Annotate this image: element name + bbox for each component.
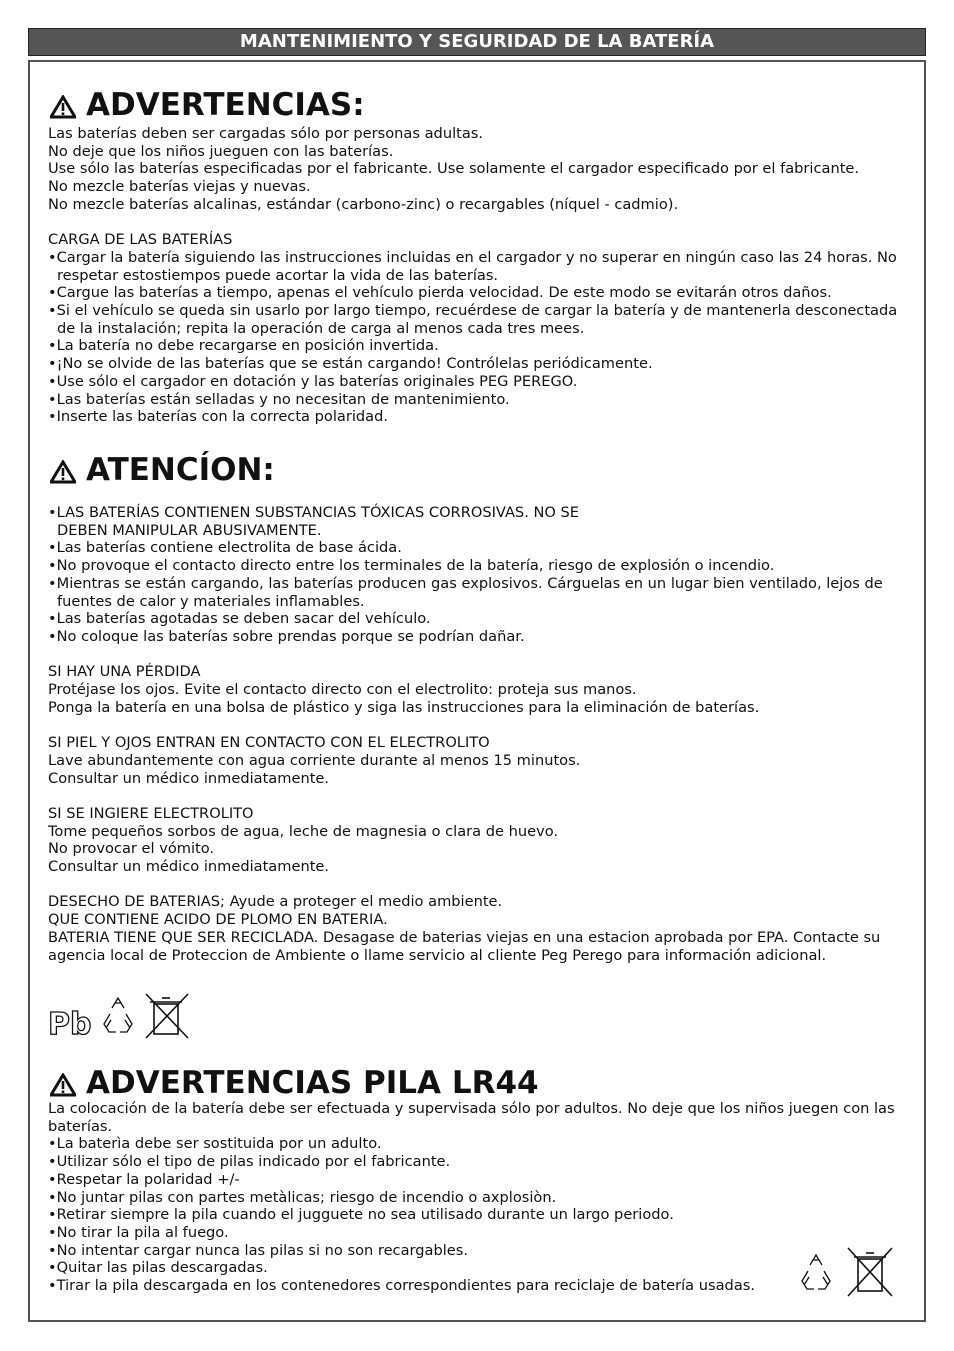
list-item: •Las baterías están selladas y no necesitan de mantenimiento. [48,390,510,408]
list-item: •Use sólo el cargador en dotación y las baterías originales PEG PEREGO. [48,372,578,390]
list-item: •Utilizar sólo el tipo de pilas indicado por el fabricante. [48,1153,451,1171]
list-item: •Mientras se están cargando, las baterías producen gas explosivos. Cárguelas en un lugar bien ventilado, lejos de fuentes de calor y materiales inflamables. [48,574,883,610]
text-line: No deje que los niños jueguen con las baterías. [48,142,394,160]
warning-icon [50,95,76,119]
text-line: Consultar un médico inmediatamente. [48,858,330,876]
pila-heading: ADVERTENCIAS PILA LR44 [50,1066,539,1100]
text-line: Consultar un médico inmediatamente. [48,769,330,787]
recycle-icon [802,1255,830,1289]
text-line: No mezcle baterías alcalinas, estándar (carbono-zinc) o recargables (níquel - cadmio). [48,195,679,213]
disposal-icons [46,990,196,1042]
list-item: •No tirar la pila al fuego. [48,1223,229,1241]
list-item: •LAS BATERÍAS CONTIENEN SUBSTANCIAS TÓXICAS CORROSIVAS. NO SE DEBEN MANIPULAR ABUSIVAMENTE. [48,504,579,539]
text-line: No mezcle baterías viejas y nuevas. [48,178,311,196]
crossed-bin-icon [146,994,188,1038]
perdida-heading: SI HAY UNA PÉRDIDA [48,663,201,681]
list-item: •La baterìa debe ser sostituida por un adulto. [48,1135,382,1153]
piel-heading: SI PIEL Y OJOS ENTRAN EN CONTACTO CON EL ELECTROLITO [48,734,490,752]
svg-text:Pb: Pb [48,1007,92,1042]
list-item: •Si el vehículo se queda sin usarlo por largo tiempo, recuérdese de cargar la batería y de mantenerla desconectada de la instalación; repita la operación de carga al menos cada tres mees. [48,302,898,337]
text-line: BATERIA TIENE QUE SER RECICLADA. Desagase de baterias viejas en una estacion aprobada por EPA. Contacte su agencia local de Proteccion de Ambiente o llame servicio al cliente Peg Perego para información adicional. [48,928,881,964]
crossed-bin-icon [848,1248,892,1296]
list-item: •No coloque las baterías sobre prendas porque se podrían dañar. [48,627,525,645]
advertencias-heading: ADVERTENCIAS: [50,88,365,122]
text-line: Use sólo las baterías especificadas por el fabricante. Use solamente el cargador especificado por el fabricante. [48,160,860,178]
list-item: •No provoque el contacto directo entre los terminales de la batería, riesgo de explosión o incendio. [48,557,775,575]
list-item: •Cargue las baterías a tiempo, apenas el vehículo pierda velocidad. De este modo se evitarán otros daños. [48,284,832,302]
list-item: •Retirar siempre la pila cuando el jugguete no sea utilisado durante un largo periodo. [48,1206,674,1224]
text-line: Lave abundantemente con agua corriente durante al menos 15 minutos. [48,751,581,769]
ingiere-heading: SI SE INGIERE ELECTROLITO [48,804,254,822]
pb-icon [48,1007,91,1042]
list-item: •Tirar la pila descargada en los contenedores correspondientes para reciclaje de batería usadas. [48,1277,755,1295]
advertencias-body [48,125,908,426]
recycle-icon [104,998,132,1032]
list-item: •La batería no debe recargarse en posición invertida. [48,337,439,355]
list-item: •Quitar las pilas descargadas. [48,1259,268,1277]
list-item: •Las baterías contiene electrolita de base ácida. [48,539,402,557]
list-item: •No intentar cargar nunca las pilas si no son recargables. [48,1241,469,1259]
text-line: Tome pequeños sorbos de agua, leche de magnesia o clara de huevo. [48,822,559,840]
section-header: MANTENIMIENTO Y SEGURIDAD DE LA BATERÍA [28,28,926,56]
warning-icon [50,460,76,484]
pila-disposal-icons [798,1245,898,1299]
text-line: No provocar el vómito. [48,840,215,858]
list-item: •Inserte las baterías con la correcta polaridad. [48,408,388,426]
text-line: DESECHO DE BATERIAS; Ayude a proteger el medio ambiente. [48,893,503,911]
list-item: •Cargar la batería siguiendo las instrucciones incluidas en el cargador y no superar en ningún caso las 24 horas. No respetar estostiempos puede acortar la vida de las baterías. [48,248,897,284]
atencion-heading: ATENCÍON: [50,453,275,487]
text-line: La colocación de la batería debe ser efectuada y supervisada sólo por adultos. No deje que los niños juegen con las baterías. [48,1100,895,1135]
atencion-body [48,504,908,964]
carga-heading: CARGA DE LAS BATERÍAS [48,231,233,249]
list-item: •¡No se olvide de las baterías que se están cargando! Contrólelas periódicamente. [48,355,653,373]
text-line: Las baterías deben ser cargadas sólo por personas adultas. [48,125,484,142]
pila-body [48,1100,908,1295]
list-item: •No juntar pilas con partes metàlicas; riesgo de incendio o axplosiòn. [48,1188,557,1206]
list-item: •Respetar la polaridad +/- [48,1170,240,1188]
text-line: Ponga la batería en una bolsa de plástico y siga las instrucciones para la eliminación de baterías. [48,698,760,716]
warning-icon [50,1073,76,1097]
list-item: •Las baterías agotadas se deben sacar del vehículo. [48,610,431,628]
text-line: Protéjase los ojos. Evite el contacto directo con el electrolito: proteja sus manos. [48,681,637,699]
text-line: QUE CONTIENE ACIDO DE PLOMO EN BATERIA. [48,911,388,929]
